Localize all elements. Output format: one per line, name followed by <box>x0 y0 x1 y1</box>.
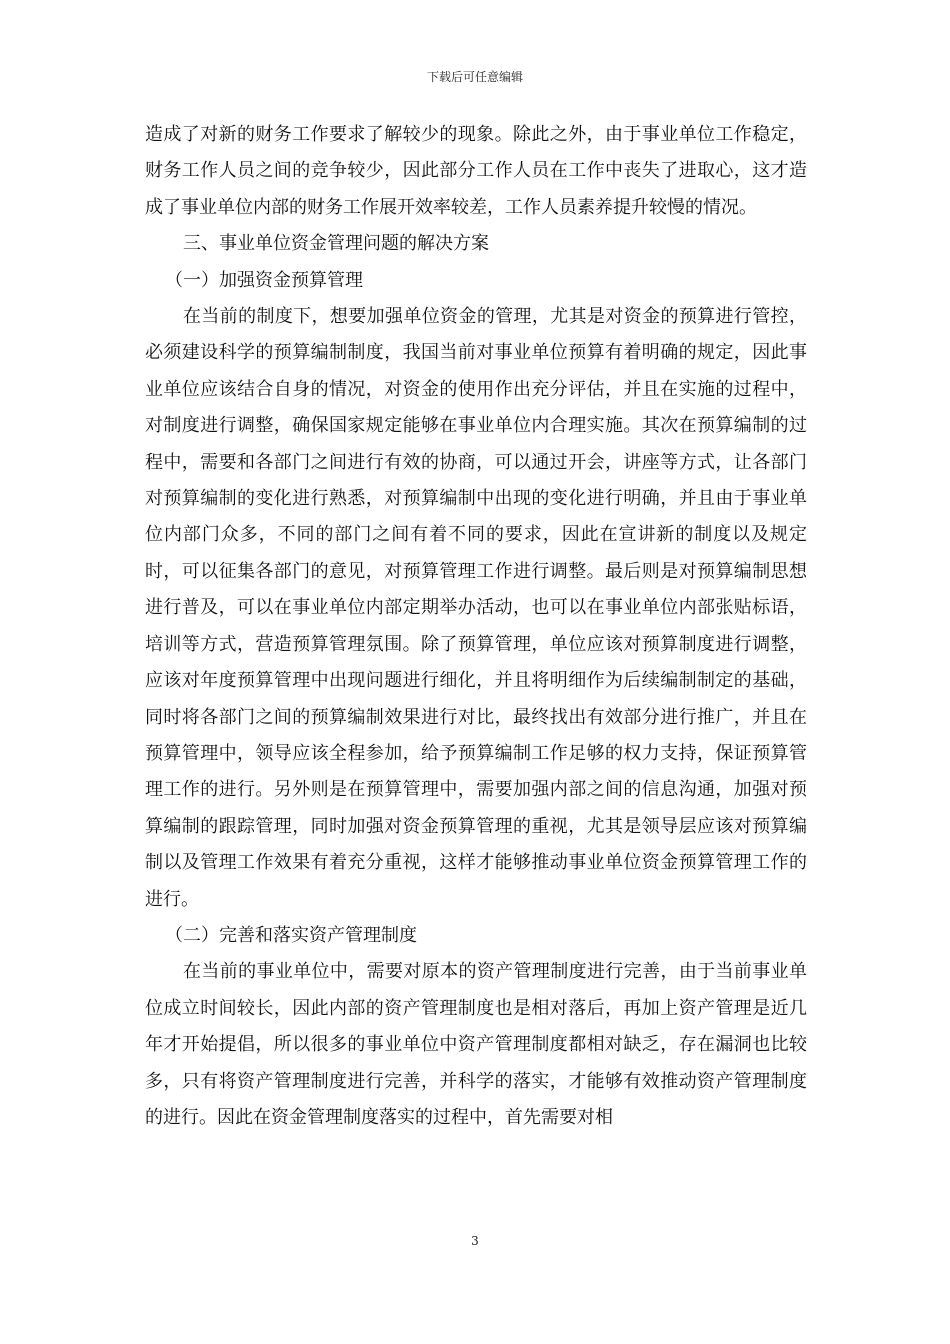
paragraph-asset-management: 在当前的事业单位中，需要对原本的资产管理制度进行完善，由于当前事业单位成立时间较长，因此内部的资产管理制度也是相对落后，再加上资产管理是近几年才开始提倡，所以很多的事业单位中资产管理制度都相对缺乏，存在漏洞也比较多，只有将资产管理制度进行完善，并科学的落实，才能够有效推动资产管理制度的进行。因此在资金管理制度落实的过程中，首先需要对相 <box>145 961 807 1128</box>
subsection-heading-assets: （二）完善和落实资产管理制度 <box>165 924 417 946</box>
document-body <box>145 117 807 1136</box>
paragraph-continuation: 造成了对新的财务工作要求了解较少的现象。除此之外，由于事业单位工作稳定，财务工作人员之间的竞争较少，因此部分工作人员在工作中丧失了进取心，这才造成了事业单位内部的财务工作展开效率较差，工作人员素养提升较慢的情况。 <box>145 124 807 218</box>
page-header: 下载后可任意编辑 <box>426 70 523 84</box>
subsection-heading-budget: （一）加强资金预算管理 <box>165 269 363 291</box>
page-number: 3 <box>471 1234 479 1248</box>
paragraph-budget-management: 在当前的制度下，想要加强单位资金的管理，尤其是对资金的预算进行管控，必须建设科学的预算编制制度，我国当前对事业单位预算有着明确的规定，因此事业单位应该结合自身的情况，对资金的使用作出充分评估，并且在实施的过程中，对制度进行调整，确保国家规定能够在事业单位内合理实施。其次在预算编制的过程中，需要和各部门之间进行有效的协商，可以通过开会，讲座等方式，让各部门对预算编制的变化进行熟悉，对预算编制中出现的变化进行明确，并且由于事业单位内部门众多，不同的部门之间有着不同的要求，因此在宣讲新的制度以及规定时，可以征集各部门的意见，对预算管理工作进行调整。最后则是对预算编制思想进行普及，可以在事业单位内部定期举办活动，也可以在事业单位内部张贴标语，培训等方式，营造预算管理氛围。除了预算管理，单位应该对预算制度进行调整，应该对年度预算管理中出现问题进行细化，并且将明细作为后续编制制定的基础，同时将各部门之间的预算编制效果进行对比，最终找出有效部分进行推广，并且在预算管理中，领导应该全程参加，给予预算编制工作足够的权力支持，保证预算管理工作的进行。另外则是在预算管理中，需要加强内部之间的信息沟通，加强对预算编制的跟踪管理，同时加强对资金预算管理的重视，尤其是领导层应该对预算编制以及管理工作效果有着充分重视，这样才能够推动事业单位资金预算管理工作的进行。 <box>145 306 807 910</box>
section-heading: 三、事业单位资金管理问题的解决方案 <box>183 233 489 255</box>
